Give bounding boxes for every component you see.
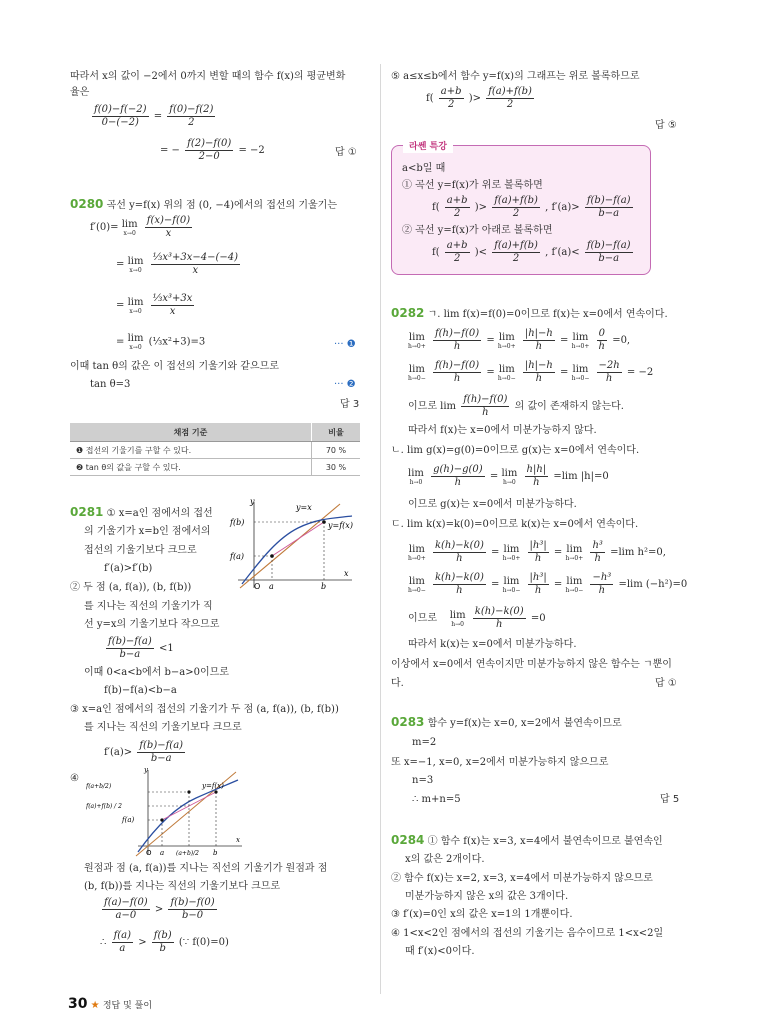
- y-axis-label: y: [144, 766, 148, 774]
- text: 이므로 lim: [408, 401, 457, 412]
- lim: lim: [408, 467, 424, 479]
- lim: lim: [503, 575, 520, 587]
- lim: lim: [501, 467, 518, 479]
- b-label: b: [321, 582, 327, 591]
- numerator: f(b)−f(a): [108, 636, 152, 647]
- math-line: [100, 897, 219, 922]
- numerator: k(h)−k(0): [474, 606, 524, 617]
- math-line: [408, 540, 666, 565]
- math-line: n=3: [412, 775, 434, 786]
- problem-number: 0284: [391, 833, 425, 847]
- numerator: h|h|: [526, 464, 547, 475]
- denominator: h: [535, 373, 543, 384]
- derivative-line-1: [90, 215, 194, 240]
- lim: lim: [408, 363, 425, 375]
- point-a: [160, 818, 163, 821]
- text-line: (b, f(b))를 지나는 직선의 기울기보다 크므로: [84, 881, 281, 892]
- a-label: a: [160, 849, 165, 857]
- numerator: f(b): [153, 930, 172, 941]
- denominator: h: [453, 373, 461, 384]
- lim: lim: [566, 575, 583, 587]
- numerator: a+b: [446, 240, 468, 251]
- problem-text: 곡선 y=f(x) 위의 점 (0, −4)에서의 접선의 기울기는: [106, 200, 338, 211]
- math-line: [100, 930, 229, 955]
- func: f(: [426, 93, 434, 104]
- numerator: f(0)−f(2): [169, 104, 214, 115]
- numerator: f(a)+f(b): [494, 240, 538, 251]
- lim: lim: [127, 333, 144, 344]
- derivative-line-3: [116, 293, 196, 318]
- table-cell: ❷ tan θ의 값을 구할 수 있다.: [70, 459, 312, 476]
- answer-mark: 답 5: [660, 794, 680, 805]
- denominator: 2: [512, 253, 520, 264]
- expression: (⅓x²+3)=3: [148, 336, 206, 348]
- origin-label: O: [146, 849, 152, 857]
- therefore: ∴: [100, 937, 107, 948]
- result: =0: [530, 613, 546, 624]
- lim-sub: h→0−: [408, 586, 426, 594]
- denominator: 2: [512, 208, 520, 219]
- numerator: ⅓x³+3x: [152, 293, 193, 304]
- item-number: ④: [70, 773, 79, 784]
- lim: lim: [127, 255, 144, 267]
- numerator: −h³: [592, 572, 612, 583]
- lim-sub: h→0+: [565, 554, 584, 562]
- y-axis-label: y: [250, 498, 255, 506]
- box-text: ① 곡선 y=f(x)가 위로 볼록하면: [402, 180, 543, 191]
- curve-label: y=f(x): [202, 782, 224, 790]
- lim-sub: h→0: [503, 478, 516, 486]
- problem-text: ① x=a인 점에서의 접선: [106, 508, 213, 519]
- equals: =: [560, 367, 569, 378]
- numerator: ⅓x³+3x−4−(−4): [152, 252, 239, 263]
- numerator: a+b: [446, 195, 468, 206]
- numerator: f(b)−f(a): [586, 240, 631, 251]
- lim: lim: [498, 331, 515, 343]
- relation: )<: [474, 247, 488, 258]
- numerator: a+b: [440, 86, 462, 97]
- b-label: b: [213, 849, 218, 857]
- equals: =: [486, 367, 495, 378]
- denominator: h: [534, 585, 542, 596]
- tan-result: tan θ=3: [90, 379, 131, 390]
- box-text: ② 곡선 y=f(x)가 아래로 볼록하면: [402, 225, 553, 236]
- midpoint-graph: [86, 766, 246, 858]
- point-b: [214, 790, 217, 793]
- text-line: 접선의 기울기보다 크므로: [84, 545, 197, 556]
- lim: lim: [572, 363, 589, 375]
- problem-0282: [391, 307, 668, 321]
- equals: =: [491, 579, 500, 590]
- relation: >: [154, 904, 164, 915]
- lim-sub: h→0−: [571, 374, 590, 382]
- relation: >: [138, 937, 147, 948]
- numerator: f(x)−f(0): [146, 215, 191, 226]
- denominator: 2: [188, 117, 195, 128]
- lim: lim: [572, 331, 589, 343]
- answer-mark: 답 ⑤: [655, 120, 677, 131]
- text-line: 또 x=−1, x=0, x=2에서 미분가능하지 않으므로: [391, 757, 609, 768]
- numerator: g(h)−g(0): [433, 464, 483, 475]
- problem-0284: [391, 834, 663, 848]
- x-axis-label: x: [236, 836, 240, 844]
- problem-0280: [70, 198, 337, 212]
- denominator: b−a: [598, 253, 620, 264]
- numerator: f(b)−f(a): [139, 740, 184, 751]
- special-lecture-badge: 라쎈 특강: [403, 139, 453, 153]
- math-line: [408, 360, 653, 385]
- denominator: 2: [453, 208, 461, 219]
- avg-label: f(a)+f(b) / 2: [86, 803, 122, 810]
- denominator: h: [496, 619, 503, 630]
- denominator: b−a: [150, 753, 172, 764]
- result: = −2: [238, 145, 265, 156]
- lim: lim: [566, 543, 583, 555]
- text-line: 이때 tan θ의 값은 이 접선의 기울기와 같으므로: [70, 361, 279, 372]
- table-cell: ❶ 접선의 기울기를 구할 수 있다.: [70, 442, 312, 459]
- numerator: f(a)−f(0): [104, 897, 148, 908]
- numerator: h³: [592, 540, 603, 551]
- text-line: 이상에서 x=0에서 연속이지만 미분가능하지 않은 함수는 ㄱ뿐이: [391, 659, 672, 670]
- lim-sub: h→0+: [408, 342, 426, 350]
- box-text: a<b일 때: [402, 163, 446, 174]
- problem-0281: [70, 506, 213, 520]
- denominator: h: [605, 373, 613, 384]
- denominator: x: [165, 228, 172, 239]
- footer-label: 정답 및 풀이: [102, 1001, 153, 1011]
- average-rate-equation: [90, 104, 217, 129]
- page-number: 30: [68, 996, 88, 1012]
- lim: lim: [408, 543, 425, 555]
- point-mid: [187, 790, 190, 793]
- denominator: h: [534, 553, 542, 564]
- answer-mark: 답 ①: [655, 678, 677, 689]
- denominator: b−a: [119, 649, 141, 660]
- text-line: 미분가능하지 않은 x의 값은 3개이다.: [405, 891, 569, 902]
- numerator: f(a): [113, 930, 132, 941]
- text-line: 이므로 g(x)는 x=0에서 미분가능하다.: [408, 499, 577, 510]
- math-line: [408, 394, 624, 419]
- denominator: a−0: [115, 910, 137, 921]
- result: =lim h²=0,: [610, 547, 666, 558]
- star-icon: ★: [90, 1000, 100, 1011]
- math-line: [104, 636, 174, 661]
- text-line: 율은: [70, 87, 90, 98]
- lim-sub: h→0+: [497, 342, 516, 350]
- numerator: f(0)−f(−2): [94, 104, 147, 115]
- fb-label: f(b): [230, 518, 245, 527]
- lim-sub: x→0: [129, 307, 142, 315]
- lim: lim: [121, 218, 138, 230]
- a-label: a: [269, 582, 274, 591]
- lhs: f′(0)=: [90, 222, 119, 233]
- numerator: k(h)−k(0): [434, 540, 484, 551]
- step-marker-2: ··· ❷: [334, 379, 356, 390]
- denominator: 2: [447, 99, 455, 110]
- step-marker-1: ··· ❶: [334, 339, 356, 350]
- numerator: f(b)−f(0): [170, 897, 215, 908]
- numerator: |h³|: [529, 540, 547, 551]
- lim: lim: [503, 543, 520, 555]
- lim-sub: h→0−: [497, 374, 516, 382]
- problem-number: 0282: [391, 306, 425, 320]
- denominator: 2: [453, 253, 461, 264]
- func: f(: [432, 202, 440, 213]
- relation: , f′(a)<: [545, 247, 580, 258]
- relation: <1: [158, 643, 174, 654]
- lim-sub: h→0: [409, 478, 423, 486]
- lhs: f′(a)>: [104, 747, 133, 758]
- line-y-equals-x: [240, 504, 340, 588]
- numerator: −2h: [598, 360, 620, 371]
- math-line: [408, 606, 546, 631]
- problem-0283: [391, 716, 622, 730]
- text-line: 따라서 x의 값이 −2에서 0까지 변할 때의 함수 f(x)의 평균변화: [70, 71, 346, 82]
- denominator: h: [533, 477, 540, 488]
- denominator: h: [594, 553, 601, 564]
- text-line: 원점과 점 (a, f(a))를 지나는 직선의 기울기가 원점과 점: [84, 863, 328, 874]
- text-line: ⑤ a≤x≤b에서 함수 y=f(x)의 그래프는 위로 볼록하므로: [391, 71, 640, 82]
- convexity-graph: [228, 498, 358, 592]
- lim-sub: h→0+: [408, 554, 426, 562]
- text-line: 의 기울기가 x=b인 점에서의: [84, 526, 211, 537]
- table-row: [70, 442, 360, 459]
- lim-sub: x→0: [123, 229, 136, 237]
- result: =lim (−h²)=0: [618, 579, 688, 590]
- numerator: f(b)−f(a): [586, 195, 631, 206]
- denominator: h: [535, 341, 543, 352]
- origin-label: O: [254, 582, 261, 591]
- lim: lim: [449, 609, 466, 621]
- equals: =: [491, 547, 500, 558]
- math-line: f′(a)>f′(b): [104, 563, 153, 574]
- text-line: ④ 1<x<2인 점에서의 접선의 기울기는 음수이므로 1<x<2일: [391, 928, 664, 939]
- math-line: ∴ m+n=5: [412, 794, 461, 805]
- text-line: 따라서 k(x)는 x=0에서 미분가능하다.: [408, 639, 577, 650]
- numerator: |h|−h: [524, 360, 553, 371]
- text-line: ③ f′(x)=0인 x의 값은 x=1의 1개뿐이다.: [391, 909, 573, 920]
- denominator: 2−0: [198, 151, 220, 162]
- func: f(: [432, 247, 440, 258]
- denominator: h: [598, 341, 605, 352]
- math-line: [104, 740, 187, 765]
- denominator: h: [482, 407, 489, 418]
- text-line: 때 f′(x)<0이다.: [405, 946, 475, 957]
- lim-sub: h→0+: [571, 342, 590, 350]
- point-b: [322, 520, 326, 524]
- answer-mark: 답 3: [340, 399, 360, 410]
- text-line: ㄴ. lim g(x)=g(0)=0이므로 g(x)는 x=0에서 연속이다.: [391, 445, 640, 456]
- numerator: f(a)+f(b): [494, 195, 538, 206]
- box-math: [432, 195, 635, 220]
- equals: =: [560, 335, 569, 346]
- x-axis-label: x: [344, 569, 349, 578]
- numerator: f(h)−f(0): [434, 360, 480, 371]
- derivative-line-2: [116, 252, 242, 277]
- text: 이므로: [408, 613, 437, 624]
- problem-text: ㄱ. lim f(x)=f(0)=0이므로 f(x)는 x=0에서 연속이다.: [427, 309, 668, 320]
- equals: =: [553, 579, 563, 590]
- relation: , f′(a)>: [545, 202, 580, 213]
- problem-text: ① 함수 f(x)는 x=3, x=4에서 불연속이므로 불연속인: [427, 836, 663, 847]
- math-line: [408, 464, 609, 489]
- lim-sub: h→0−: [408, 374, 426, 382]
- equals: =: [486, 335, 495, 346]
- numerator: |h³|: [529, 572, 547, 583]
- lim-sub: h→0: [451, 620, 464, 628]
- page-footer: [68, 996, 152, 1012]
- table-header: 비율: [312, 423, 361, 442]
- fmid-label: f(a+b/2): [86, 783, 112, 790]
- relation: )>: [468, 93, 482, 104]
- numerator: f(h)−f(0): [463, 394, 508, 405]
- math-line: [408, 328, 630, 353]
- denominator: b−a: [598, 208, 620, 219]
- lim-sub: x→0: [129, 266, 142, 274]
- lim: lim: [498, 363, 515, 375]
- secant-line: [272, 522, 324, 556]
- denominator: h: [453, 341, 461, 352]
- denominator: 0−(−2): [101, 117, 139, 128]
- lim-sub: h→0+: [502, 554, 521, 562]
- text-line: 를 지나는 직선의 기울기보다 크므로: [84, 722, 242, 733]
- fa-label: f(a): [122, 816, 135, 824]
- text: 의 값이 존재하지 않는다.: [514, 401, 624, 412]
- equals: =: [116, 336, 125, 348]
- numerator: k(h)−k(0): [434, 572, 484, 583]
- result: =0,: [612, 335, 631, 346]
- equals: =: [153, 111, 163, 122]
- denominator: h: [598, 585, 606, 596]
- equals: =: [553, 547, 563, 558]
- text-line: 다.: [391, 678, 404, 689]
- lim: lim: [127, 296, 144, 308]
- note: (∵ f(0)=0): [178, 937, 229, 948]
- numerator: 0: [598, 328, 605, 339]
- curve-label: y=f(x): [328, 521, 353, 530]
- fa-label: f(a): [230, 552, 244, 561]
- denominator: x: [169, 306, 176, 317]
- text-line: ② 두 점 (a, f(a)), (b, f(b)): [70, 582, 192, 593]
- problem-text: 함수 y=f(x)는 x=0, x=2에서 불연속이므로: [427, 718, 622, 729]
- equals: =: [116, 300, 125, 311]
- lim: lim: [408, 331, 425, 343]
- column-divider: [380, 64, 381, 994]
- equals: = −: [160, 145, 180, 156]
- text-line: 따라서 f(x)는 x=0에서 미분가능하지 않다.: [408, 425, 597, 436]
- text-line: ③ x=a인 점에서의 접선의 기울기가 두 점 (a, f(a)), (b, f(b)): [70, 704, 339, 715]
- denominator: x: [192, 265, 199, 276]
- result: =lim |h|=0: [553, 471, 609, 482]
- denominator: h: [456, 585, 463, 596]
- line-label: y=x: [296, 503, 312, 512]
- denominator: a: [119, 943, 126, 954]
- math-line: [408, 572, 687, 597]
- math-line: f(b)−f(a)<b−a: [104, 685, 177, 696]
- text-line: x의 값은 2개이다.: [405, 854, 485, 865]
- math-line: m=2: [412, 737, 437, 748]
- lim-sub: x→0: [129, 344, 142, 351]
- table-cell: 70 %: [312, 442, 361, 459]
- text-line: ㄷ. lim k(x)=k(0)=0이므로 k(x)는 x=0에서 연속이다.: [391, 519, 639, 530]
- denominator: b: [159, 943, 166, 954]
- numerator: |h|−h: [524, 328, 553, 339]
- text-line: ② 함수 f(x)는 x=2, x=3, x=4에서 미분가능하지 않으므로: [391, 873, 653, 884]
- denominator: 2: [506, 99, 514, 110]
- table-cell: 30 %: [312, 459, 361, 476]
- lim-sub: h→0−: [502, 586, 521, 594]
- lim: lim: [408, 575, 425, 587]
- equals: =: [489, 471, 499, 482]
- numerator: f(h)−f(0): [434, 328, 480, 339]
- denominator: h: [454, 477, 462, 488]
- text-line: 이때 0<a<b에서 b−a>0이므로: [84, 667, 229, 678]
- box-math: [432, 240, 635, 265]
- numerator: f(a)+f(b): [488, 86, 532, 97]
- denominator: b−0: [181, 910, 204, 921]
- problem-number: 0280: [70, 197, 104, 211]
- mid-label: (a+b)/2: [176, 850, 199, 857]
- math-line: [426, 86, 536, 111]
- table-row: [70, 459, 360, 476]
- answer-mark: 답 ①: [335, 147, 357, 158]
- point-a: [270, 554, 274, 558]
- text-line: 를 지나는 직선의 기울기가 직: [84, 601, 213, 612]
- derivative-line-4: [116, 333, 205, 351]
- lim-sub: h→0−: [565, 586, 584, 594]
- problem-number: 0283: [391, 715, 425, 729]
- table-header: 채점 기준: [70, 423, 312, 442]
- denominator: h: [456, 553, 463, 564]
- result: = −2: [626, 367, 654, 378]
- problem-number: 0281: [70, 505, 104, 519]
- numerator: f(2)−f(0): [187, 138, 232, 149]
- scoring-table: [70, 423, 360, 476]
- text-line: 선 y=x의 기울기보다 작으므로: [84, 619, 220, 630]
- relation: )>: [474, 202, 488, 213]
- equals: =: [116, 259, 125, 270]
- average-rate-equation-2: [160, 138, 265, 163]
